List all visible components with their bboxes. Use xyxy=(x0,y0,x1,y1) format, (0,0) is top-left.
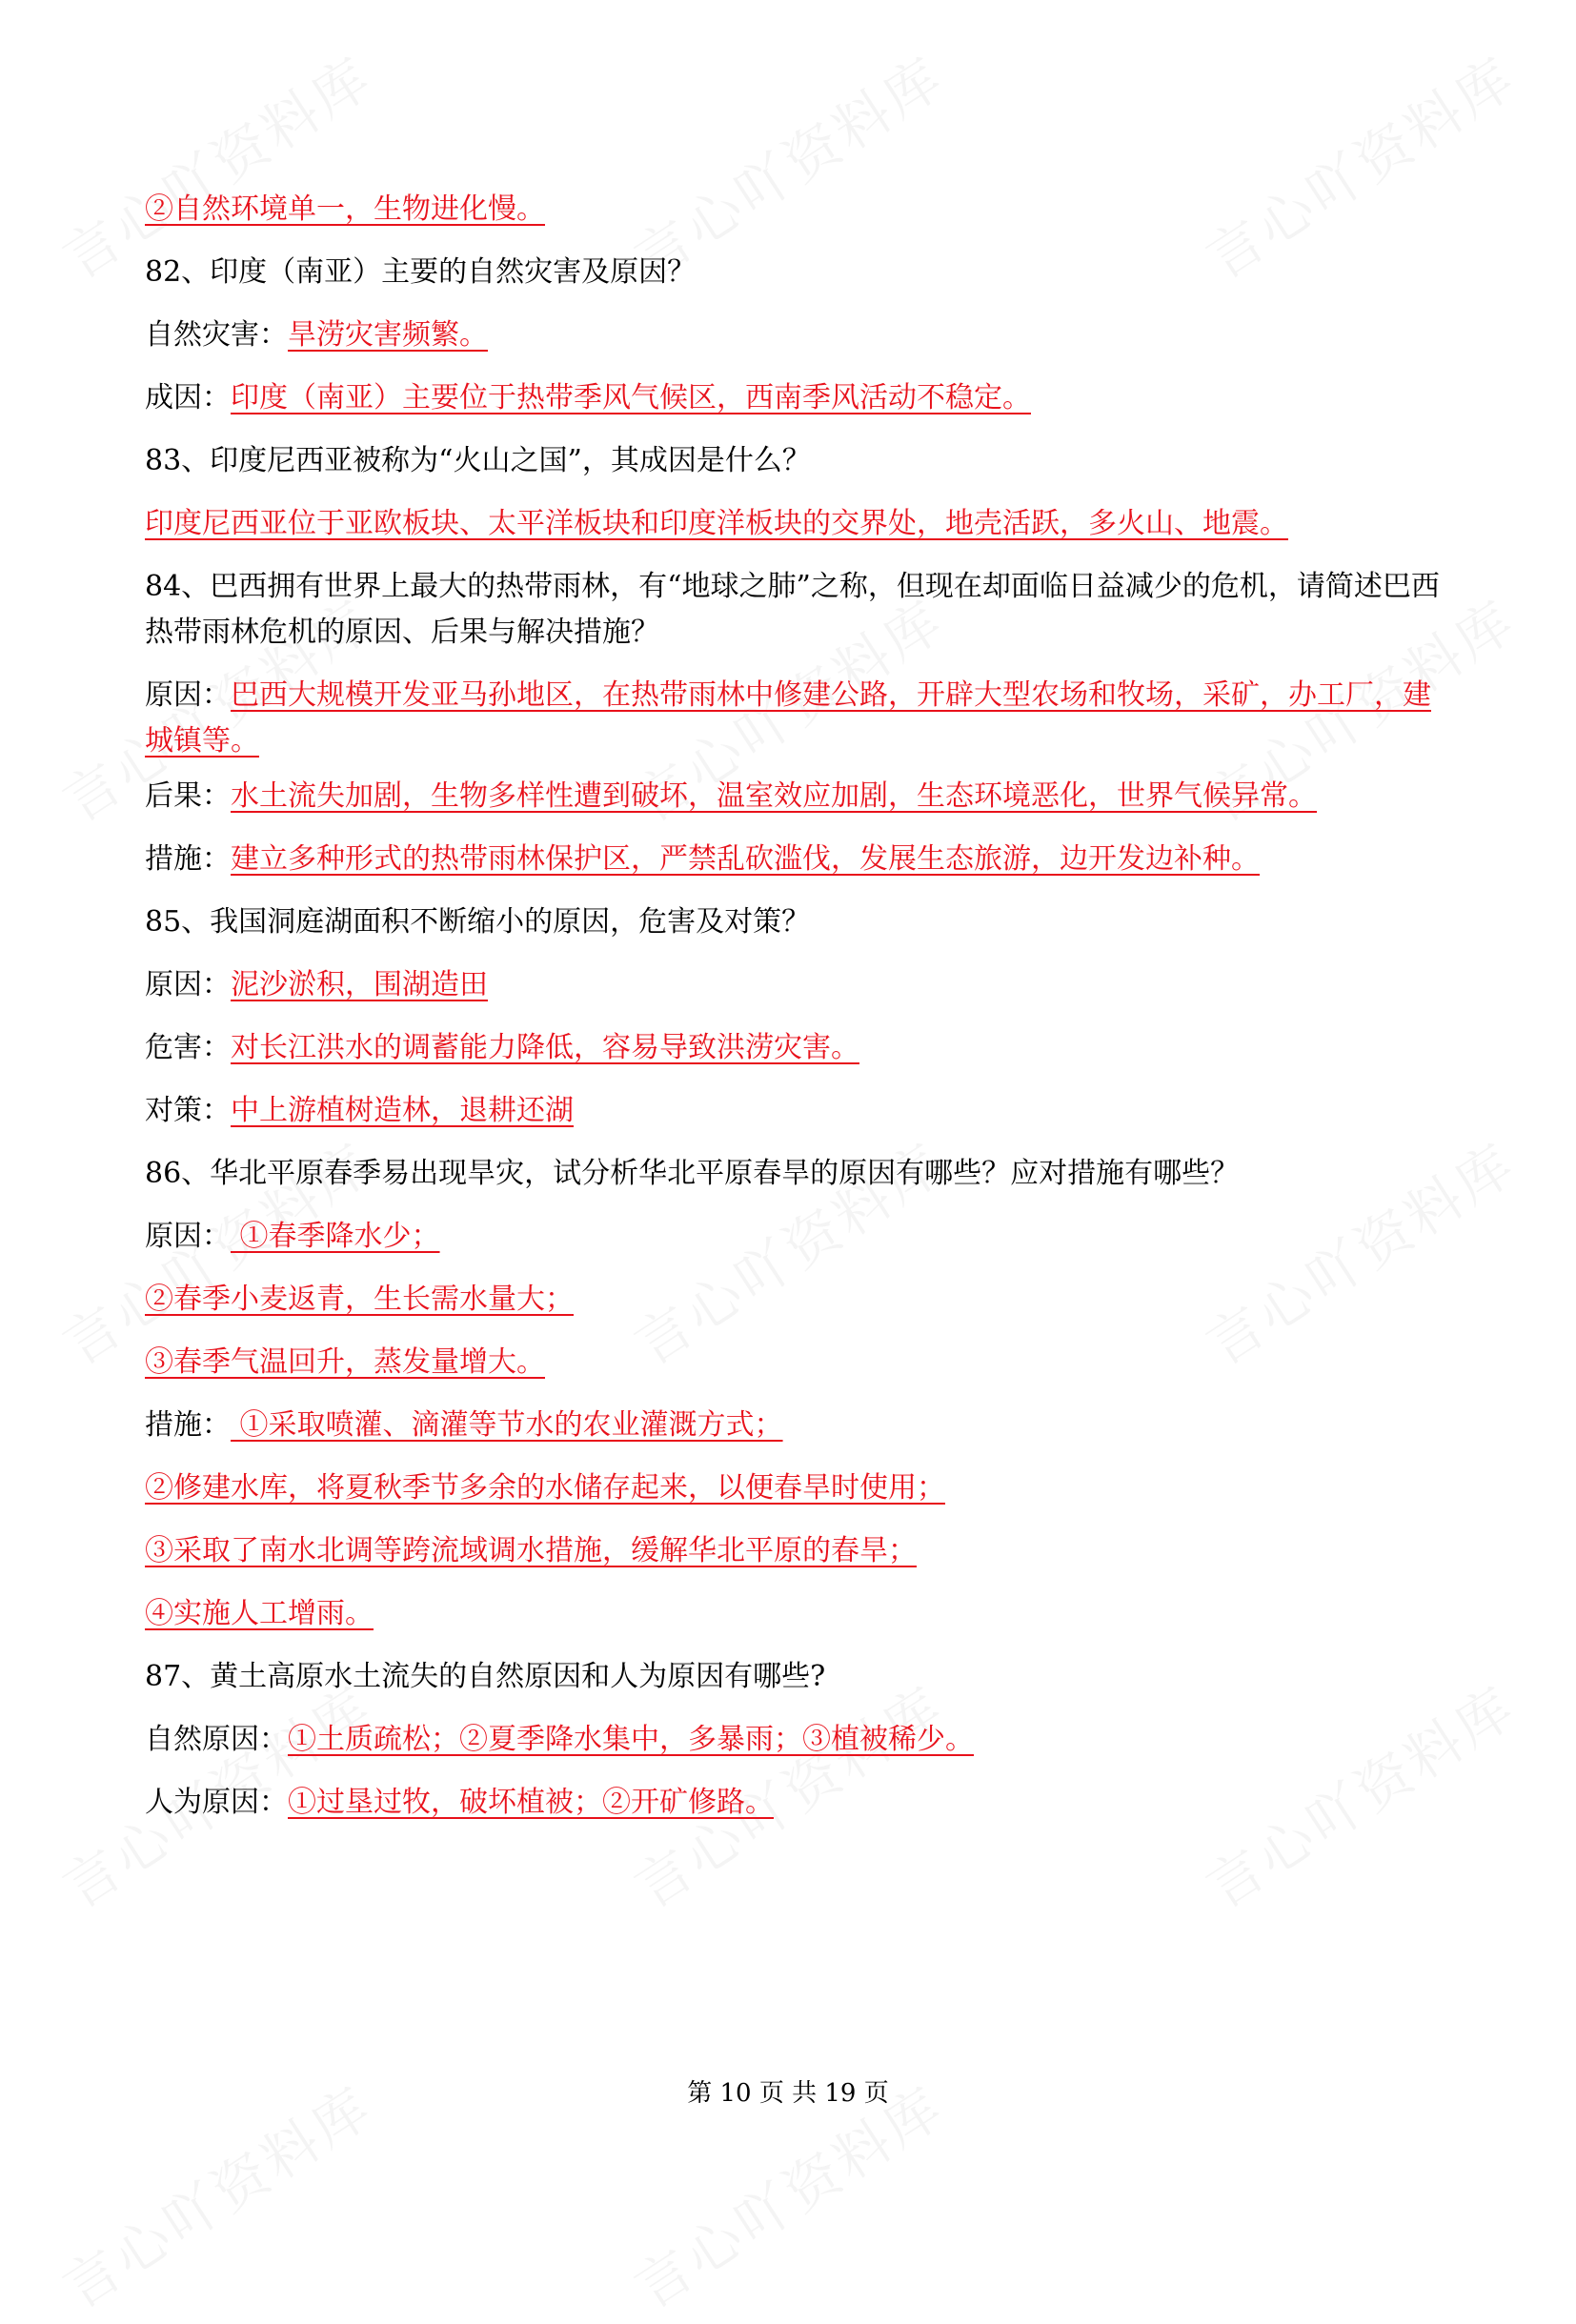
watermark-text xyxy=(1188,1663,1529,1923)
text-line: 成因：印度（南亚）主要位于热带季风气候区，西南季风活动不稳定。 xyxy=(145,381,1031,414)
text-line: ④实施人工增雨。 xyxy=(145,1597,374,1630)
text-line: ②自然环境单一，生物进化慢。 xyxy=(145,192,545,226)
text-line: 原因：泥沙淤积，围湖造田 xyxy=(145,968,488,1001)
question-84: 84、巴西拥有世界上最大的热带雨林，有“地球之肺”之称，但现在却面临日益减少的危机，请简述巴西热带雨林危机的原因、后果与解决措施？ xyxy=(145,570,1440,649)
page-footer: 第 10 页 共 19 页 xyxy=(687,2079,889,2108)
question-87: 87、黄土高原水土流失的自然原因和人为原因有哪些? xyxy=(145,1660,826,1693)
question-85: 85、我国洞庭湖面积不断缩小的原因，危害及对策？ xyxy=(145,905,811,939)
text-line: 措施： ①采取喷灌、滴灌等节水的农业灌溉方式； xyxy=(145,1408,783,1442)
text-line: ③采取了南水北调等跨流域调水措施，缓解华北平原的春旱； xyxy=(145,1534,917,1567)
question-86: 86、华北平原春季易出现旱灾，试分析华北平原春旱的原因有哪些？应对措施有哪些？ xyxy=(145,1157,1240,1190)
text-line: ③春季气温回升，蒸发量增大。 xyxy=(145,1345,545,1379)
watermark-text xyxy=(1188,33,1529,293)
text-line: 对策：中上游植树造林，退耕还湖 xyxy=(145,1094,574,1127)
text-line: 原因： ①春季降水少； xyxy=(145,1220,440,1253)
text-line: 印度尼西亚位于亚欧板块、太平洋板块和印度洋板块的交界处，地壳活跃，多火山、地震。 xyxy=(145,507,1288,540)
text-line: ②修建水库，将夏秋季节多余的水储存起来，以便春旱时使用； xyxy=(145,1471,945,1505)
text-line: 后果：水土流失加剧，生物多样性遭到破坏，温室效应加剧，生态环境恶化，世界气候异常。 xyxy=(145,779,1317,813)
text-line: 自然灾害：旱涝灾害频繁。 xyxy=(145,318,488,352)
text-line: 原因：巴西大规模开发亚马孙地区，在热带雨林中修建公路，开辟大型农场和牧场，采矿，办工厂，建城镇等。 xyxy=(145,678,1431,758)
watermark-text xyxy=(1188,1120,1529,1380)
text-line: 危害：对长江洪水的调蓄能力降低，容易导致洪涝灾害。 xyxy=(145,1031,859,1064)
question-83: 83、印度尼西亚被称为“火山之国”，其成因是什么？ xyxy=(145,444,811,477)
text-line: ②春季小麦返青，生长需水量大； xyxy=(145,1283,574,1316)
text-line: 自然原因：①土质疏松；②夏季降水集中，多暴雨；③植被稀少。 xyxy=(145,1723,974,1756)
question-82: 82、印度（南亚）主要的自然灾害及原因？ xyxy=(145,255,697,289)
text-line: 措施：建立多种形式的热带雨林保护区，严禁乱砍滥伐，发展生态旅游，边开发边补种。 xyxy=(145,842,1260,876)
text-line: 人为原因：①过垦过牧，破坏植被；②开矿修路。 xyxy=(145,1786,774,1819)
